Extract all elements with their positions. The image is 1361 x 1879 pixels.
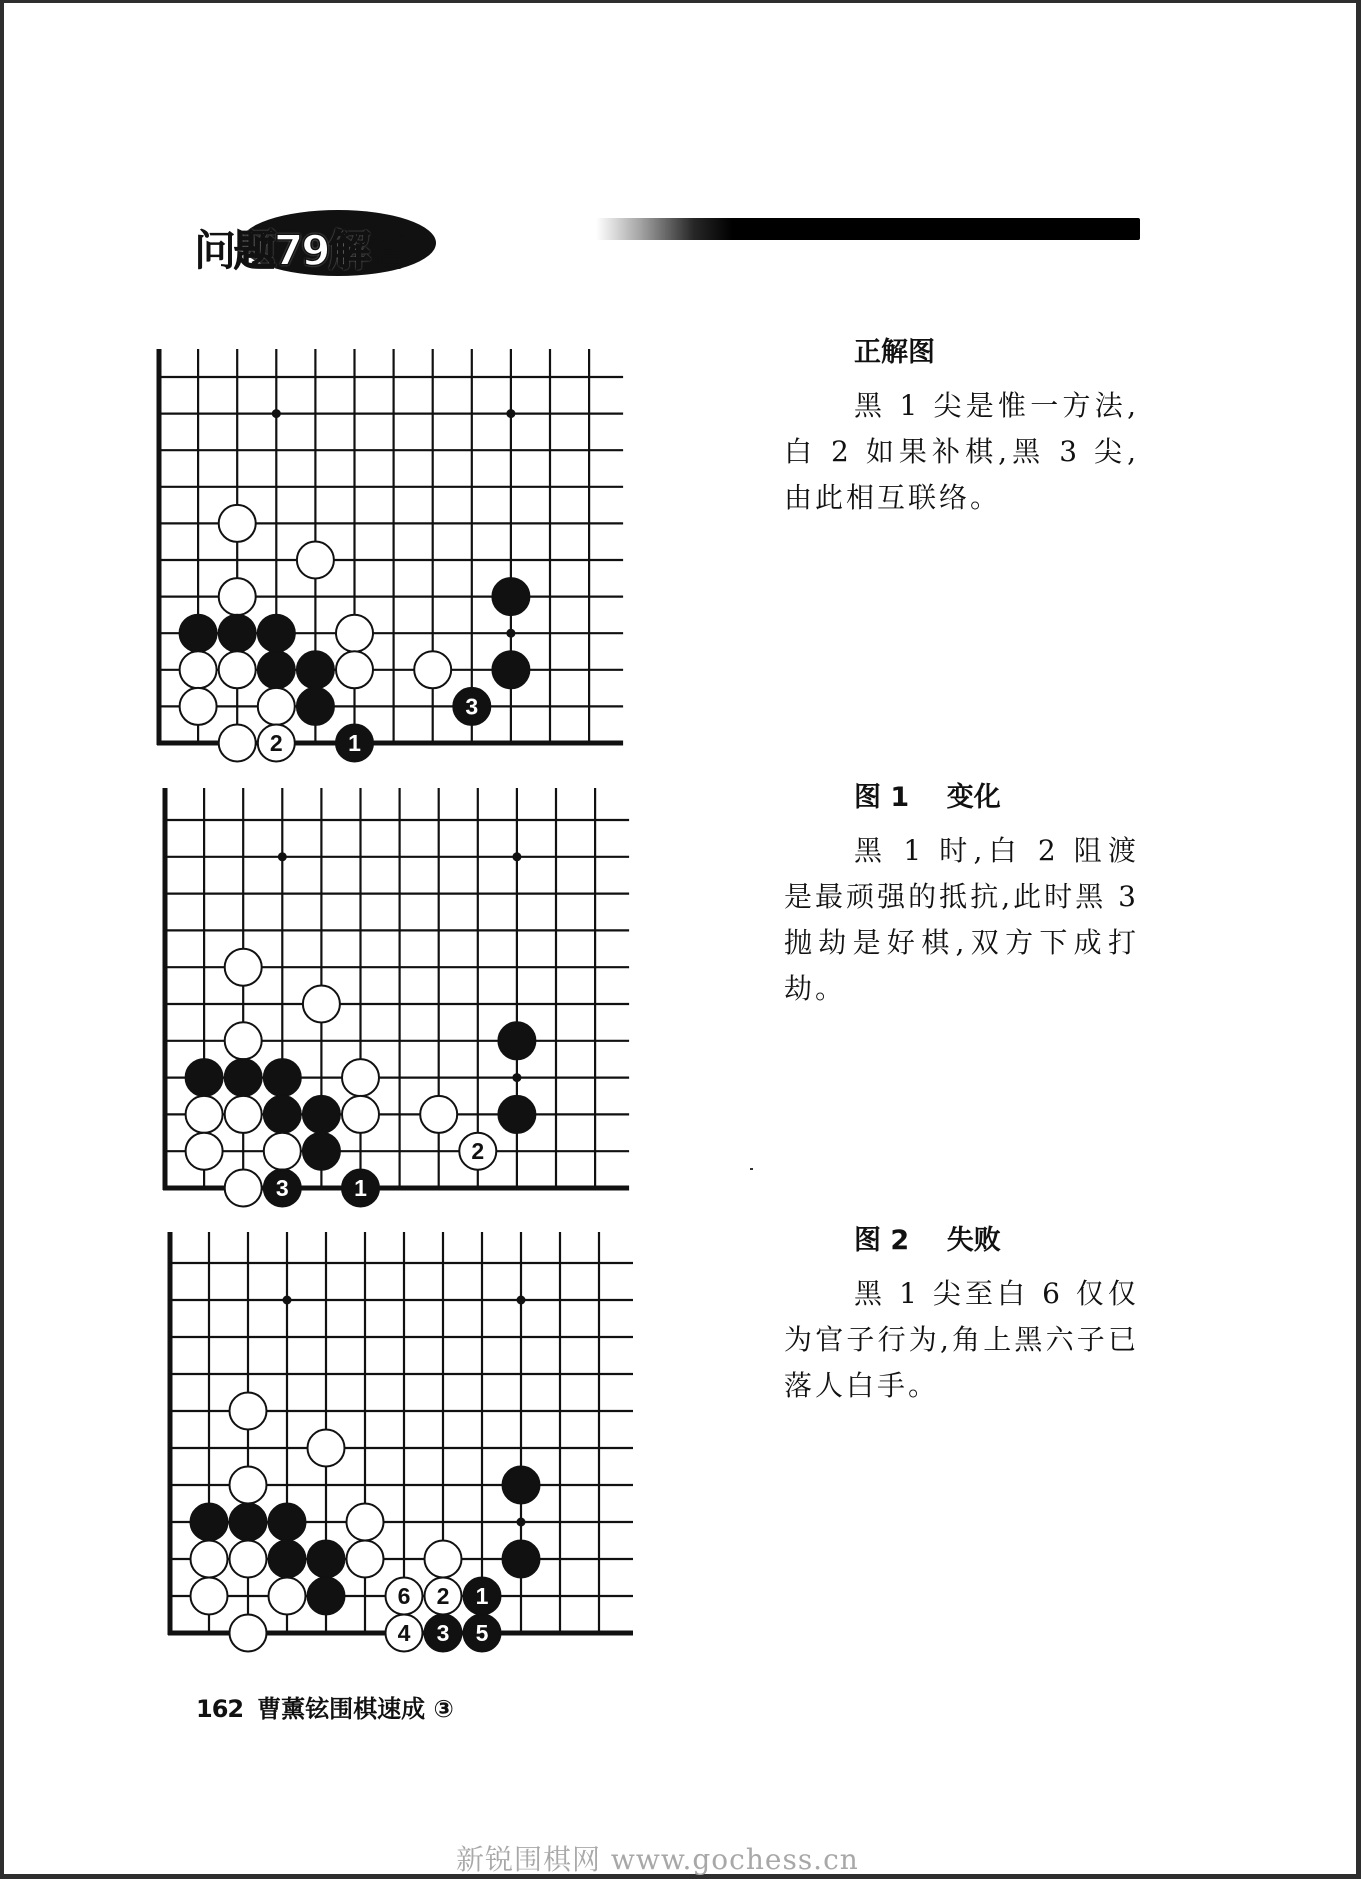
black-stone [308,1541,345,1578]
caption-variation-1 [784,778,1154,1012]
black-stone [492,578,529,615]
go-board-variation-2 [148,1210,655,1655]
white-stone-2 [258,725,295,762]
black-stone [297,651,334,688]
star-point-icon [512,1073,521,1082]
white-stone [425,1541,462,1578]
white-stone [225,949,262,986]
white-stone [219,578,256,615]
white-stone [342,1059,379,1096]
white-stone-2 [459,1133,496,1170]
white-stone [336,651,373,688]
black-stone-1 [464,1578,501,1615]
black-stone [303,1133,340,1170]
title-prefix: 问 [194,226,235,275]
white-stone [347,1504,384,1541]
move-number-label: 3 [465,693,479,720]
star-point-icon [506,409,515,418]
star-point-icon [272,409,281,418]
caption-heading: 图 2 失败 [854,1225,1001,1256]
white-stone [191,1578,228,1615]
black-stone [191,1504,228,1541]
black-stone-1 [342,1170,379,1207]
white-stone [219,651,256,688]
title-text [194,218,408,278]
black-stone [498,1022,535,1059]
black-stone [503,1541,540,1578]
black-stone-3 [453,688,490,725]
star-point-icon [517,1296,526,1305]
caption-correct [784,333,1154,521]
white-stone [347,1541,384,1578]
title-highlight: 题79解 [234,226,369,275]
caption-body: 黑 1 尖是惟一方法,白 2 如果补棋,黑 3 尖,由此相互联络。 [784,389,1139,514]
white-stone [414,651,451,688]
caption-body: 黑 1 时,白 2 阻渡是最顽强的抵抗,此时黑 3 抛劫是好棋,双方下成打劫。 [784,834,1139,1005]
white-stone [258,688,295,725]
book-page [4,3,1356,1874]
white-stone [297,542,334,579]
white-stone-4 [386,1615,423,1652]
caption-body: 黑 1 尖至白 6 仅仅为官子行为,角上黑六子已落人白手。 [784,1277,1139,1402]
black-stone [225,1059,262,1096]
white-stone [219,505,256,542]
black-stone [264,1059,301,1096]
black-stone [498,1096,535,1133]
star-point-icon [517,1518,526,1527]
white-stone [230,1541,267,1578]
go-board-correct [137,327,645,765]
move-number-label: 2 [471,1138,485,1165]
move-number-label: 3 [436,1620,450,1646]
black-stone [219,615,256,652]
move-number-label: 1 [475,1583,489,1609]
white-stone [225,1096,262,1133]
black-stone [269,1504,306,1541]
site-watermark: 新锐围棋网 www.gochess.cn [456,1843,859,1876]
black-stone [492,651,529,688]
black-stone [264,1096,301,1133]
white-stone [342,1096,379,1133]
white-stone [420,1096,457,1133]
caption-heading: 图 1 变化 [854,782,1001,813]
white-stone [180,688,217,725]
black-stone-1 [336,725,373,762]
caption-heading: 正解图 [854,337,935,368]
white-stone [180,651,217,688]
star-point-icon [278,852,287,861]
star-point-icon [506,629,515,638]
move-number-label: 4 [397,1620,411,1646]
white-stone-6 [386,1578,423,1615]
star-point-icon [283,1296,292,1305]
star-point-icon [512,852,521,861]
go-board-variation-1 [143,766,651,1210]
black-stone [297,688,334,725]
move-number-label: 5 [475,1620,489,1646]
white-stone [336,615,373,652]
black-stone [180,615,217,652]
white-stone [186,1096,223,1133]
white-stone [191,1541,228,1578]
black-stone-3 [264,1170,301,1207]
black-stone [258,615,295,652]
white-stone [186,1133,223,1170]
black-stone-3 [425,1615,462,1652]
page-number: 162 [196,1695,244,1723]
black-stone [186,1059,223,1096]
move-number-label: 6 [397,1583,411,1609]
black-stone [230,1504,267,1541]
move-number-label: 2 [269,730,283,756]
white-stone [308,1430,345,1467]
move-number-label: 2 [436,1583,450,1609]
white-stone [225,1022,262,1059]
print-speck [750,1168,753,1170]
white-stone-2 [425,1578,462,1615]
move-number-label: 1 [348,730,361,756]
book-title: 曹薰铉围棋速成 ③ [257,1695,454,1723]
white-stone [230,1615,267,1652]
title-suffix: 答 [368,226,409,275]
black-stone [258,651,295,688]
white-stone [264,1133,301,1170]
white-stone [219,725,256,762]
white-stone [225,1170,262,1207]
white-stone [230,1467,267,1504]
problem-title [190,208,470,276]
move-number-label: 3 [275,1175,289,1201]
white-stone [303,986,340,1023]
black-stone [308,1578,345,1615]
move-number-label: 1 [354,1175,367,1201]
page-footer [196,1689,454,1724]
black-stone [269,1541,306,1578]
black-stone [303,1096,340,1133]
black-stone [503,1467,540,1504]
white-stone [230,1393,267,1430]
caption-variation-2 [784,1221,1154,1409]
black-stone-5 [464,1615,501,1652]
header-rule-bar [596,218,1140,240]
white-stone [269,1578,306,1615]
